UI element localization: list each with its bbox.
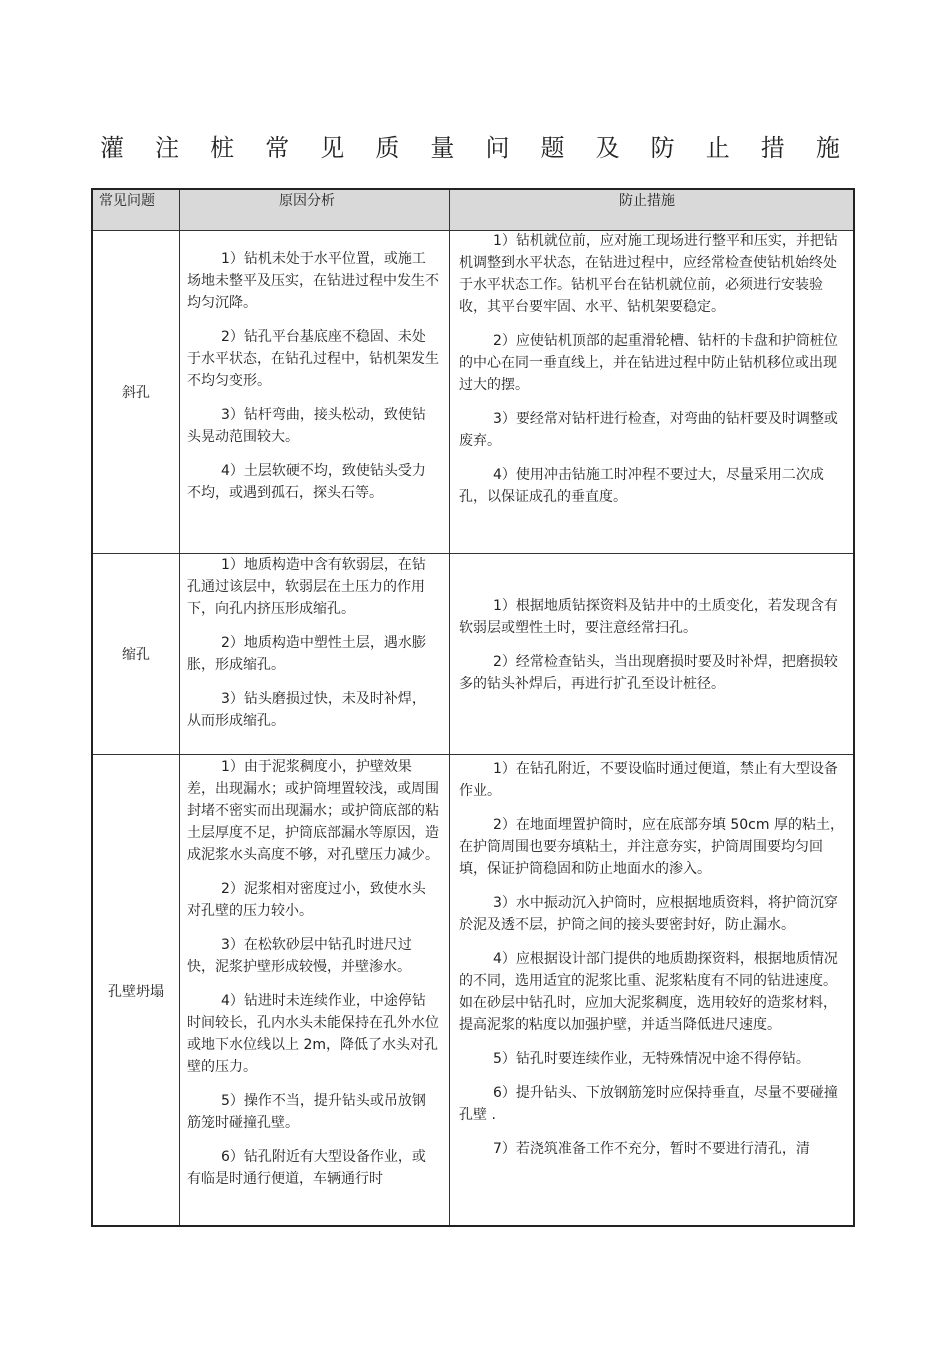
measure-item: 3）水中振动沉入护筒时，应根据地质资料，将护筒沉穿於泥及透不层，护筒之间的接头要密封好，防止漏水。 xyxy=(459,895,838,933)
prevention-cell xyxy=(459,758,845,1226)
title-char: 止 xyxy=(705,134,730,162)
quality-issues-table xyxy=(91,188,855,1227)
title-char: 灌 xyxy=(100,134,124,162)
problem-cell: 斜孔 xyxy=(122,385,150,401)
measure-item: 2）应使钻机顶部的起重滑轮槽、钻杆的卡盘和护筒桩位的中心在同一垂直线上，并在钻进过程中防止钻机移位或出现过大的摆。 xyxy=(459,333,838,393)
title-char: 注 xyxy=(155,134,180,162)
cause-item: 4）钻进时未连续作业，中途停钻时间较长，孔内水头未能保持在孔外水位或地下水位线以上 2m，降低了水头对孔壁的压力。 xyxy=(187,993,439,1075)
title-char: 及 xyxy=(595,134,620,162)
cause-cell xyxy=(187,756,439,1226)
title-char: 问 xyxy=(485,134,510,162)
measure-item: 2）经常检查钻头，当出现磨损时要及时补焊，把磨损较多的钻头补焊后，再进行扩孔至设计桩径。 xyxy=(459,654,838,692)
cause-item: 2）钻孔平台基底座不稳固、未处于水平状态，在钻孔过程中，钻机架发生不均匀变形。 xyxy=(187,329,439,389)
prevention-cell xyxy=(459,595,845,695)
cause-cell xyxy=(187,248,439,504)
title-char: 施 xyxy=(815,134,840,162)
cause-item: 1）地质构造中含有软弱层，在钻孔通过该层中，软弱层在土压力的作用下，向孔内挤压形成缩孔。 xyxy=(187,557,426,617)
measure-item: 4）使用冲击钻施工时冲程不要过大，尽量采用二次成孔，以保证成孔的垂直度。 xyxy=(459,467,824,505)
measure-item: 3）要经常对钻杆进行检查，对弯曲的钻杆要及时调整或废弃。 xyxy=(459,411,838,449)
header-prevention: 防止措施 xyxy=(619,193,675,209)
cause-item: 3）钻头磨损过快，未及时补焊，从而形成缩孔。 xyxy=(187,691,426,729)
cause-item: 1）钻机未处于水平位置，或施工场地未整平及压实，在钻进过程中发生不均匀沉降。 xyxy=(187,251,439,311)
measure-item: 1）钻机就位前，应对施工现场进行整平和压实，并把钻机调整到水平状态，在钻进过程中，应经常检查使钻机始终处于水平状态工作。钻机平台在钻机就位前，必须进行安装验收，其平台要牢固、水平、钻机架要稳定。 xyxy=(459,233,838,315)
title-char: 质 xyxy=(375,134,400,162)
table-header-background xyxy=(93,190,853,230)
title-char: 防 xyxy=(650,134,675,162)
title-char: 量 xyxy=(430,134,455,162)
cause-item: 5）操作不当，提升钻头或吊放钢筋笼时碰撞孔壁。 xyxy=(187,1093,426,1131)
title-char: 桩 xyxy=(210,134,235,162)
problem-cell: 缩孔 xyxy=(122,647,150,663)
cause-item: 4）土层软硬不均，致使钻头受力不均，或遇到孤石，探头石等。 xyxy=(187,463,426,501)
measure-item: 7）若浇筑准备工作不充分，暂时不要进行清孔，清 xyxy=(493,1141,810,1157)
title-char: 题 xyxy=(540,134,565,162)
measure-item: 2）在地面埋置护筒时，应在底部夯填 50cm 厚的粘土，在护筒周围也要夯填粘土，并注意夯实，护筒周围要均匀回填，保证护筒稳固和防止地面水的渗入。 xyxy=(459,817,844,877)
title-char: 常 xyxy=(265,134,290,162)
cause-cell xyxy=(187,554,439,732)
column-divider xyxy=(449,190,450,1225)
cause-item: 6）钻孔附近有大型设备作业，或有临是时通行便道，车辆通行时 xyxy=(187,1149,426,1187)
cause-item: 1）由于泥浆稠度小，护壁效果差，出现漏水；或护筒埋置较浅，或周围封堵不密实而出现漏水；或护筒底部的粘土层厚度不足，护筒底部漏水等原因，造成泥浆水头高度不够，对孔壁压力减少。 xyxy=(187,759,439,863)
problem-cell: 孔壁坍塌 xyxy=(108,984,164,1000)
title-char: 见 xyxy=(320,134,345,162)
page-title xyxy=(100,128,840,163)
header-cause: 原因分析 xyxy=(279,193,335,209)
cause-item: 2）地质构造中塑性土层，遇水膨胀，形成缩孔。 xyxy=(187,635,426,673)
measure-item: 4）应根据设计部门提供的地质勘探资料，根据地质情况的不同，选用适宜的泥浆比重、泥浆粘度有不同的钻进速度。如在砂层中钻孔时，应加大泥浆稠度，选用较好的造浆材料，提高泥浆的粘度以加强护壁，并适当降低进尺速度。 xyxy=(459,951,838,1033)
measure-item: 5）钻孔时要连续作业，无特殊情况中途不得停钻。 xyxy=(493,1051,810,1067)
cause-item: 2）泥浆相对密度过小，致使水头对孔壁的压力较小。 xyxy=(187,881,426,919)
cause-item: 3）钻杆弯曲，接头松动，致使钻头晃动范围较大。 xyxy=(187,407,426,445)
cause-item: 3）在松软砂层中钻孔时进尺过快，泥浆护壁形成较慢，并壁渗水。 xyxy=(187,937,412,975)
measure-item: 1）在钻孔附近，不要设临时通过便道，禁止有大型设备作业。 xyxy=(459,761,838,799)
header-problem: 常见问题 xyxy=(99,193,155,209)
prevention-cell xyxy=(459,230,845,508)
row-divider xyxy=(93,754,853,755)
column-divider xyxy=(179,190,180,1225)
title-char: 措 xyxy=(760,134,785,162)
measure-item: 6）提升钻头、下放钢筋笼时应保持垂直，尽量不要碰撞孔壁 . xyxy=(459,1085,838,1123)
measure-item: 1）根据地质钻探资料及钻井中的土质变化，若发现含有软弱层或塑性土时，要注意经常扫孔。 xyxy=(459,598,838,636)
